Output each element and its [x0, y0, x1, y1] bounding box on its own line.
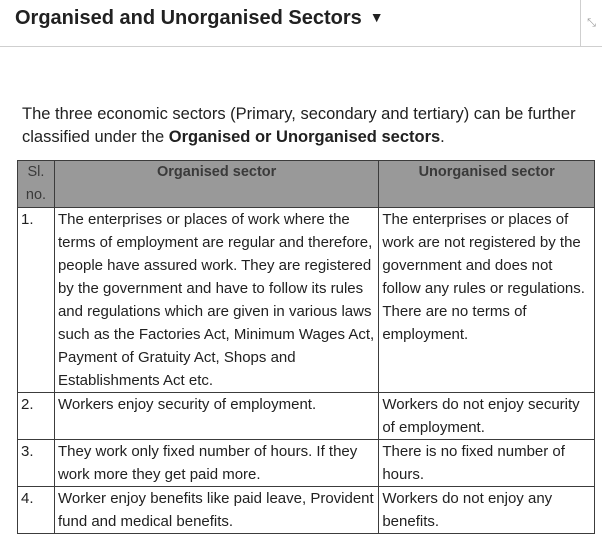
header-sl-no: Sl. no.	[18, 161, 55, 208]
unorganised-cell: Workers do not enjoy any benefits.	[379, 487, 595, 534]
expand-icon[interactable]: ⤡	[580, 0, 602, 47]
section-header[interactable]	[0, 0, 602, 47]
sectors-table	[17, 160, 595, 534]
row-number: 3.	[18, 440, 55, 487]
section-title[interactable]	[15, 7, 384, 30]
table-row	[18, 393, 595, 440]
unorganised-cell: Workers do not enjoy security of employment.	[379, 393, 595, 440]
row-number: 1.	[18, 208, 55, 393]
intro-text-end: .	[440, 127, 445, 146]
section-title-text: Organised and Unorganised Sectors	[15, 7, 362, 29]
organised-cell: Workers enjoy security of employment.	[54, 393, 378, 440]
caret-down-icon[interactable]: ▼	[369, 9, 384, 25]
organised-cell: Worker enjoy benefits like paid leave, Provident fund and medical benefits.	[54, 487, 378, 534]
unorganised-cell: The enterprises or places of work are not registered by the government and does not follow any rules or regulations. There are no terms of employment.	[379, 208, 595, 393]
unorganised-cell: There is no fixed number of hours.	[379, 440, 595, 487]
intro-text: The three economic sectors (Primary, secondary and tertiary) can be further classified under the	[22, 104, 576, 146]
organised-cell: They work only fixed number of hours. If they work more they get paid more.	[54, 440, 378, 487]
organised-cell: The enterprises or places of work where the terms of employment are regular and therefore, people have assured work. They are registered by the government and have to follow its rules and regulations which are given in various laws such as the Factories Act, Minimum Wages Act, Payment of Gratuity Act, Shops and Establishments Act etc.	[54, 208, 378, 393]
row-number: 2.	[18, 393, 55, 440]
table-header-row	[18, 161, 595, 208]
table-row	[18, 487, 595, 534]
row-number: 4.	[18, 487, 55, 534]
intro-bold-text: Organised or Unorganised sectors	[168, 127, 441, 146]
intro-paragraph	[22, 103, 582, 149]
table-row	[18, 440, 595, 487]
table-row	[18, 208, 595, 393]
header-organised: Organised sector	[54, 161, 378, 208]
header-unorganised: Unorganised sector	[379, 161, 595, 208]
